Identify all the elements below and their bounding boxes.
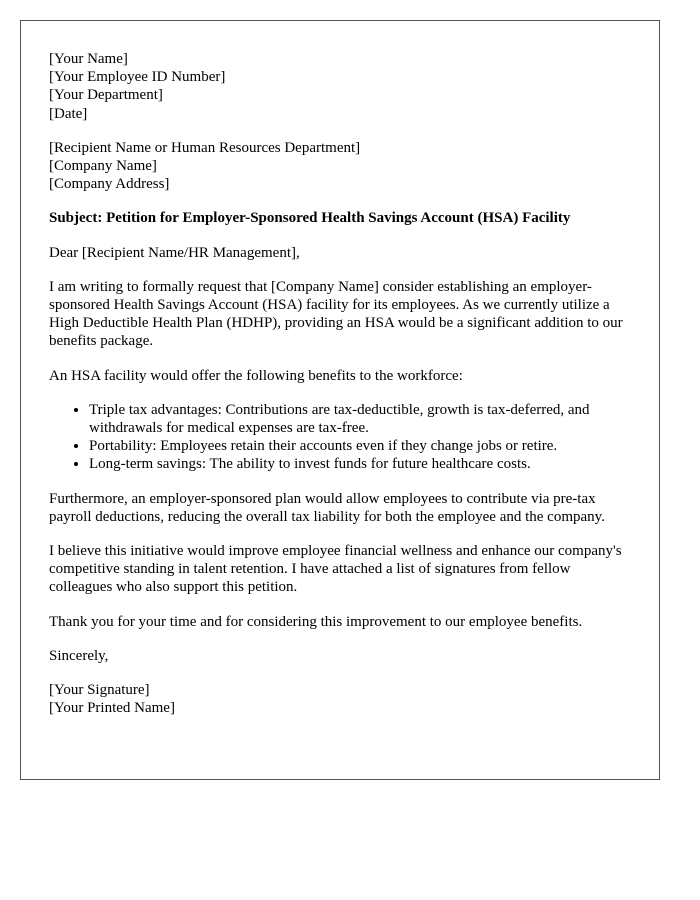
letter-document xyxy=(20,20,660,780)
benefit-item-savings: • Long-term savings: The ability to invest funds for future healthcare costs. xyxy=(89,455,631,473)
furthermore-paragraph: Furthermore, an employer-sponsored plan would allow employees to contribute via pre-tax payroll deductions, reducing the overall tax liability for both the employee and the company. xyxy=(49,490,605,525)
benefit-item-portability: • Portability: Employees retain their accounts even if they change jobs or retire. xyxy=(89,437,631,455)
spacer xyxy=(49,351,631,367)
signature-placeholder: [Your Signature] xyxy=(49,682,150,699)
belief-paragraph: I believe this initiative would improve employee financial wellness and enhance our company's competitive standing in talent retention. I have attached a list of signatures from fellow colleagues who also support this petition. xyxy=(49,543,622,596)
benefits-lead-paragraph: An HSA facility would offer the following benefits to the workforce: xyxy=(49,367,463,384)
recipient-block xyxy=(49,139,631,194)
spacer xyxy=(49,123,631,139)
spacer xyxy=(49,665,631,681)
intro-paragraph: I am writing to formally request that [Company Name] consider establishing an employer-sponsored Health Savings Account (HSA) facility for its employees. As we currently utilize a High Deductible Health Plan (HDHP), providing an HSA would be a significant addition to our benefits package. xyxy=(49,278,623,350)
closing: Sincerely, xyxy=(49,647,109,664)
sender-block xyxy=(49,50,631,123)
recipient-address: [Company Address] xyxy=(49,176,170,193)
spacer xyxy=(49,228,631,244)
thanks-paragraph: Thank you for your time and for considering this improvement to our employee benefits. xyxy=(49,613,583,630)
spacer xyxy=(49,262,631,278)
salutation: Dear [Recipient Name/HR Management], xyxy=(49,244,300,261)
printed-name: [Your Printed Name] xyxy=(49,700,175,717)
spacer xyxy=(49,385,631,401)
sender-name: [Your Name] xyxy=(49,51,128,67)
letter-date: [Date] xyxy=(49,105,88,122)
sender-employee-id: [Your Employee ID Number] xyxy=(49,69,226,86)
recipient-name: [Recipient Name or Human Resources Department] xyxy=(49,139,361,156)
benefit-item-tax: • Triple tax advantages: Contributions are tax-deductible, growth is tax-deferred, and withdrawals for medical expenses are tax-free. xyxy=(89,401,631,437)
recipient-company: [Company Name] xyxy=(49,158,157,175)
spacer xyxy=(49,631,631,647)
subject-line: Subject: Petition for Employer-Sponsored Health Savings Account (HSA) Facility xyxy=(49,210,571,227)
spacer xyxy=(49,193,631,209)
spacer xyxy=(49,597,631,613)
spacer xyxy=(49,526,631,542)
sender-department: [Your Department] xyxy=(49,87,163,104)
benefits-list xyxy=(49,401,631,474)
signature-block xyxy=(49,681,631,717)
spacer xyxy=(49,474,631,490)
